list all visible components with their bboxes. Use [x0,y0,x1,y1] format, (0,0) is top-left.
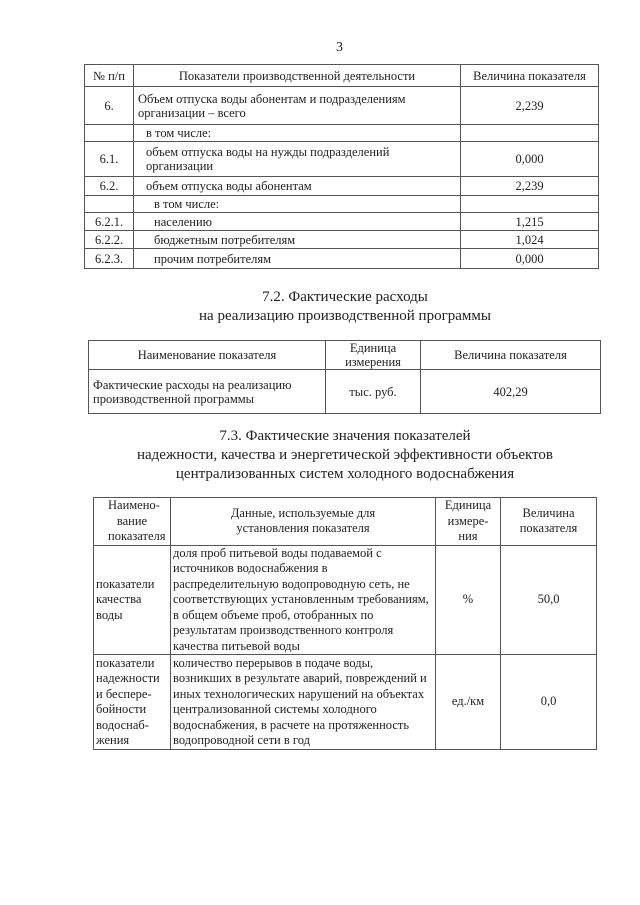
row-num: 6.2.1. [85,213,134,231]
row-num: 6.2. [85,177,134,196]
section-7-2-title-line2: на реализацию производственной программы [199,308,491,324]
row-num: 6.2.3. [85,249,134,269]
table-row [85,87,599,125]
row-value: 402,29 [421,370,601,414]
row-unit: ед./км [436,655,501,750]
header-value: Величина показателя [501,498,597,546]
row-value: 50,0 [501,545,597,655]
row-value: 2,239 [461,177,599,196]
row-value: 0,000 [461,142,599,177]
row-name: бюджетным потребителям [134,231,461,249]
row-name: объем отпуска воды абонентам [134,177,461,196]
header-unit: Единица измерения [326,341,421,370]
row-num [85,125,134,142]
row-name: показатели надежности и беспере-бойности водоснаб-жения [94,655,171,750]
table-row [85,177,599,196]
indicators-table [93,497,597,750]
section-7-3-title-line1: 7.3. Фактические значения показателей [219,428,471,444]
row-num: 6.2.2. [85,231,134,249]
row-name: населению [134,213,461,231]
row-name: прочим потребителям [134,249,461,269]
table-header-row [85,65,599,87]
table-row [85,213,599,231]
header-name: Наименование показателя [89,341,326,370]
row-name: показатели качества воды [94,545,171,655]
section-7-3-title-line3: централизованных систем холодного водоснабжения [175,466,515,482]
row-value: 1,215 [461,213,599,231]
row-value: 1,024 [461,231,599,249]
row-value: 0,0 [501,655,597,750]
row-value [461,125,599,142]
page-number: 3 [336,40,343,55]
table-row [94,655,597,750]
row-value: 2,239 [461,87,599,125]
table-row [85,125,599,142]
row-name: в том числе: [134,125,461,142]
section-7-2-title-line1: 7.2. Фактические расходы [262,289,428,305]
header-num: № п/п [85,65,134,87]
table-header-row [89,341,601,370]
table-row [85,231,599,249]
table-row [94,545,597,655]
table-row [85,142,599,177]
header-value: Величина показателя [461,65,599,87]
table-row [89,370,601,414]
row-unit: % [436,545,501,655]
row-data: доля проб питьевой воды подаваемой с источников водоснабжения в распределительную водопроводную сеть, не соответствующих установленным требованиям, в общем объеме проб, отобранных по результатам производственного контроля качества питьевой воды [171,545,436,655]
production-table [84,64,599,269]
row-data: количество перерывов в подаче воды, возникших в результате аварий, повреждений и иных технологических нарушений на объектах централизованной системы холодного водоснабжения, в расчете на протяженность водопроводной сети в год [171,655,436,750]
header-indicator: Показатели производственной деятельности [134,65,461,87]
header-value: Величина показателя [421,341,601,370]
row-value [461,196,599,213]
row-unit: тыс. руб. [326,370,421,414]
row-num: 6. [85,87,134,125]
table-header-row [94,498,597,546]
table-row [85,249,599,269]
row-name: Объем отпуска воды абонентам и подразделениям организации – всего [134,87,461,125]
row-name: объем отпуска воды на нужды подразделений организации [134,142,461,177]
header-unit: Единица измере-ния [436,498,501,546]
section-7-3-title-line2: надежности, качества и энергетической эффективности объектов [136,447,553,463]
row-value: 0,000 [461,249,599,269]
table-row [85,196,599,213]
header-data: Данные, используемые для установления показателя [171,498,436,546]
row-num: 6.1. [85,142,134,177]
expenses-table [88,340,601,414]
header-name: Наимено-вание показателя [94,498,171,546]
row-num [85,196,134,213]
row-name: в том числе: [134,196,461,213]
row-name: Фактические расходы на реализацию производственной программы [89,370,326,414]
